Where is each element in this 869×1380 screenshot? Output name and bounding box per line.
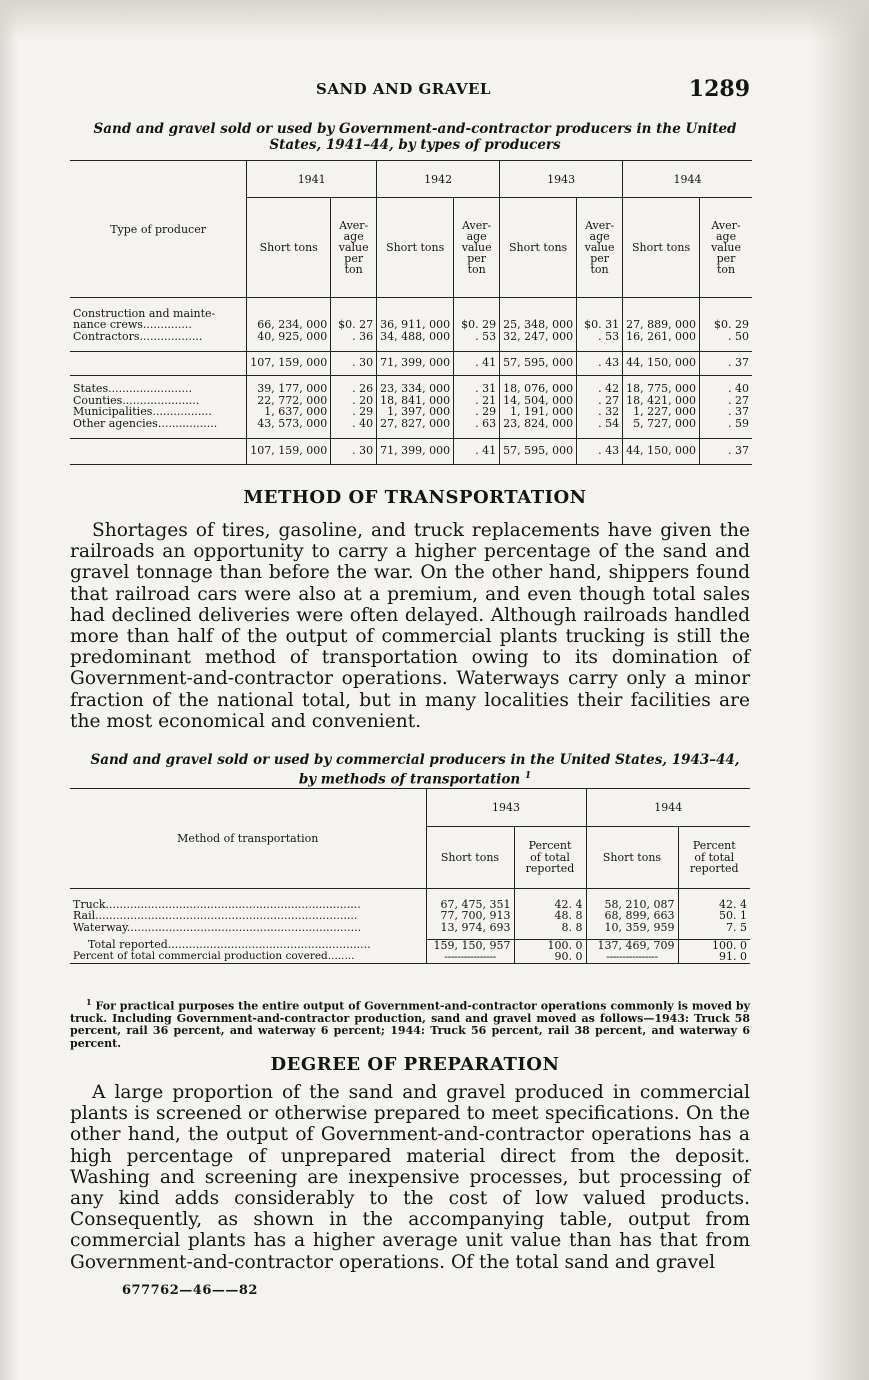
short-tons-header: Short tons — [247, 198, 331, 298]
table-row: Municipalities................. 1, 637, 000 . 29 1, 397, 000 . 29 1, 191, 000 . 32 1, 227, 000 . 37 — [70, 406, 752, 418]
percent-header: Percent of total reported — [689, 839, 739, 876]
scan-edge-top — [0, 0, 869, 40]
total-reported-row: Total reported.......................................................... 159, 150, 957 100. 0 137, 469, 709 100. 0 — [70, 939, 750, 951]
print-code: 677762—46——82 — [122, 1283, 258, 1298]
table1-caption-line2: States, 1941–44, by types of producers — [269, 137, 561, 153]
table2-footnote: $^1$ For practical purposes the entire output of Government-and-contractor operations commonly is moved by truck. Including Government-and-contractor production, sand and gravel moved as follows—1943: Truck 58 percent, rail 36 percent, and waterway 6 percent; 1944: Truck 56 percent, rail 38 percent, and waterway 6 percent. — [70, 997, 750, 1050]
table2-caption-line2: by methods of transportation $^1$ — [298, 771, 532, 788]
avg-value-header: Aver- age value per ton — [331, 198, 377, 298]
year-header: 1944 — [586, 789, 750, 827]
short-tons-header: Short tons — [623, 198, 700, 298]
section-heading-transportation: METHOD OF TRANSPORTATION — [243, 487, 587, 508]
short-tons-header: Short tons — [377, 198, 454, 298]
type-of-producer-header: Type of producer — [70, 161, 247, 298]
percent-header: Percent of total reported — [514, 827, 586, 889]
running-head — [70, 76, 750, 102]
row-label: Other agencies................. — [70, 418, 247, 430]
transportation-table — [70, 788, 750, 964]
row-label: States........................ — [70, 383, 247, 395]
table2-caption-line1: Sand and gravel sold or used by commercial producers in the United States, 1943–44, — [90, 752, 740, 768]
table-row: Other agencies................. 43, 573, 000 . 40 27, 827, 000 . 63 23, 824, 000 . 54 5, 727, 000 . 59 — [70, 418, 752, 430]
subtotal-row: 107, 159, 000 . 30 71, 399, 000 . 41 57, 595, 000 . 43 44, 150, 000 . 37 — [70, 351, 752, 375]
avg-value-header: Aver- age value per ton — [454, 198, 500, 298]
avg-value-header: Aver- age value per ton — [711, 219, 741, 276]
table-row: Construction and mainte- nance crews.............. 66, 234, 000 $0. 27 36, 911, 000 $0. 29 25, 348, 000 $0. 31 27, 889, 000 $0. 29 — [70, 308, 752, 331]
scan-edge-left — [0, 0, 18, 1380]
table1-caption-line1: Sand and gravel sold or used by Government-and-contractor producers in the United — [93, 121, 737, 137]
row-label: Counties...................... — [70, 395, 247, 407]
row-label: Percent of total commercial production covered........ — [70, 951, 426, 963]
row-label: Contractors.................. — [70, 331, 247, 343]
short-tons-header: Short tons — [500, 198, 577, 298]
avg-value-header: Aver- age value per ton — [577, 198, 623, 298]
section-heading-preparation: DEGREE OF PREPARATION — [270, 1054, 560, 1075]
table-row: Counties...................... 22, 772, 000 . 20 18, 841, 000 . 21 14, 504, 000 . 27 18, 421, 000 . 27 — [70, 395, 752, 407]
row-label: Truck......................................................................... — [70, 899, 426, 911]
transportation-paragraph: Shortages of tires, gasoline, and truck replacements have given the railroads an opportunity to carry a higher percentage of the sand and gravel tonnage than before the war. On the other hand, shippers found that railroad cars were also at a premium, and even though total sales had declined deliveries were often delayed. Although railroads handled more than half of the output of commercial plants trucking is still the predominant method of transportation owing to its domination of Government-and-contractor operations. Waterways carry only a minor fraction of the national total, but in many localities their facilities are the most economical and convenient. — [70, 520, 750, 732]
table-row: Contractors.................. 40, 925, 000 . 36 34, 488, 000 . 53 32, 247, 000 . 53 16, 261, 000 . 50 — [70, 331, 752, 343]
running-title: SAND AND GRAVEL — [316, 80, 491, 98]
year-header: 1943 — [500, 161, 623, 198]
total-row: 107, 159, 000 . 30 71, 399, 000 . 41 57, 595, 000 . 43 44, 150, 000 . 37 — [70, 438, 752, 464]
table2-caption — [70, 752, 760, 788]
row-label: Construction and mainte- nance crews.............. — [70, 308, 247, 331]
year-header: 1942 — [377, 161, 500, 198]
method-header: Method of transportation — [70, 789, 426, 889]
short-tons-header: Short tons — [426, 827, 514, 889]
year-header: 1944 — [623, 161, 752, 198]
preparation-paragraph: A large proportion of the sand and gravel produced in commercial plants is screened or otherwise prepared to meet specifications. On the other hand, the output of Government-and-contractor operations has a high percentage of unprepared material direct from the deposit. Washing and screening are inexpensive processes, but processing of any kind adds considerably to the cost of low valued products. Consequently, as shown in the accompanying table, output from commercial plants has a higher average unit value than has that from Government-and-contractor operations. Of the total sand and gravel — [70, 1082, 750, 1273]
row-label: Total reported.......................................................... — [70, 939, 426, 951]
footnote-ref: 1 — [524, 771, 532, 781]
year-header: 1943 — [426, 789, 586, 827]
table-row: Waterway................................................................... 13, 974, 693 8. 8 10, 359, 959 7. 5 — [70, 922, 750, 934]
table1-caption — [70, 121, 760, 153]
year-header: 1941 — [247, 161, 377, 198]
row-label: Waterway................................................................... — [70, 922, 426, 934]
short-tons-header: Short tons — [586, 827, 678, 889]
table-row: Rail........................................................................... 77, 700, 913 48. 8 68, 899, 663 50. 1 — [70, 910, 750, 922]
row-label: Municipalities................. — [70, 406, 247, 418]
table-row: Truck......................................................................... 67, 475, 351 42. 4 58, 210, 087 42. 4 — [70, 899, 750, 911]
scan-edge-right — [809, 0, 869, 1380]
percent-covered-row: Percent of total commercial production covered........ ---------------- 90. 0 ---------------- 91. 0 — [70, 951, 750, 963]
row-label: Rail........................................................................... — [70, 910, 426, 922]
producer-type-table — [70, 160, 752, 465]
page-number: 1289 — [688, 76, 750, 102]
table-row: States........................ 39, 177, 000 . 26 23, 334, 000 . 31 18, 076, 000 . 42 18, 775, 000 . 40 — [70, 383, 752, 395]
